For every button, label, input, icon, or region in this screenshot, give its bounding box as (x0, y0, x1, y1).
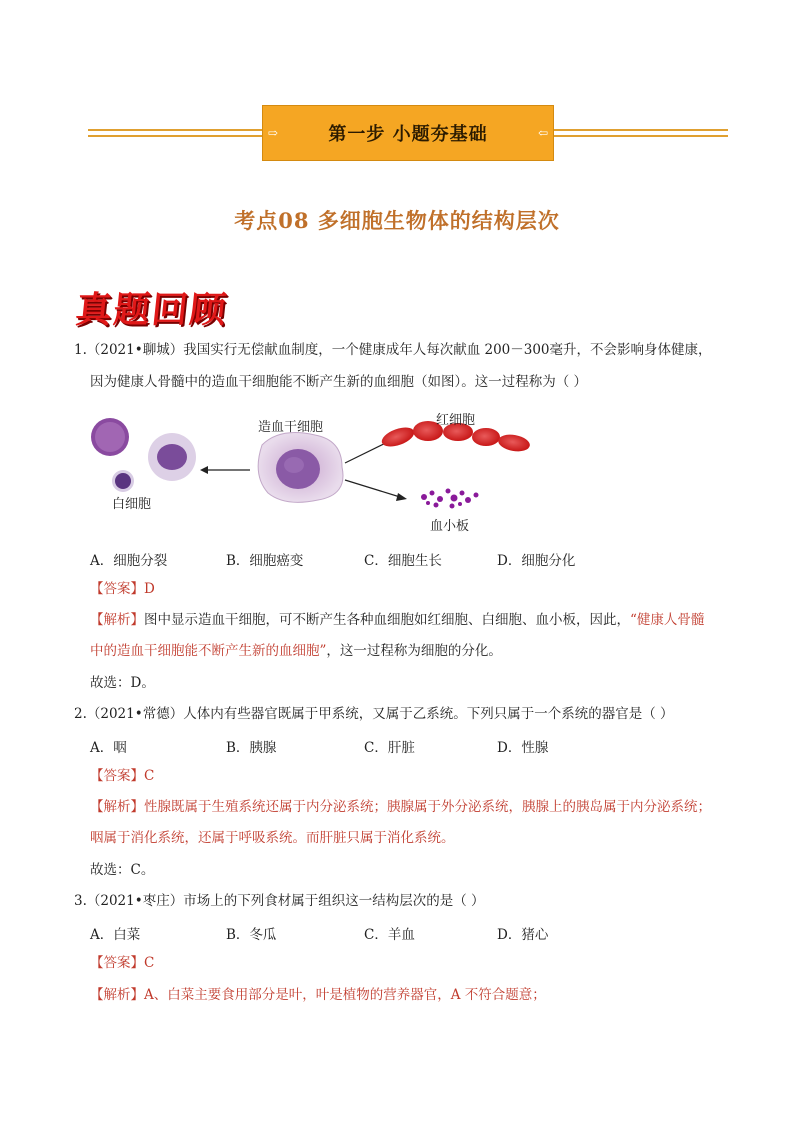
q2-option-c: C．肝脏 (364, 740, 415, 756)
q3-option-d: D．猪心 (497, 927, 549, 943)
right-arrow-icon: ⇨ (268, 126, 279, 140)
q1-answer-tag: 【答案】 (90, 581, 144, 597)
stem-cell (258, 433, 343, 503)
q3-analysis-line1: 【解析】A、白菜主要食用部分是叶，叶是植物的营养器官，A 不符合题意； (90, 987, 546, 1003)
q1-answer (90, 579, 155, 599)
q3-answer-value: C (144, 955, 155, 971)
q2-answer-value: C (144, 768, 155, 784)
q2-analysis-line2: 咽属于消化系统，还属于呼吸系统。而肝脏只属于消化系统。 (90, 830, 455, 846)
q3-option-b: B．冬瓜 (226, 927, 277, 943)
arrow-to-platelet (345, 480, 400, 497)
section-title: 考点08 多细胞生物体的结构层次 (234, 208, 560, 233)
review-heading: 真题回顾 (73, 290, 230, 331)
banner-line-right-bottom (554, 135, 728, 137)
q2-option-a: A．咽 (90, 740, 127, 756)
q1-stem-line2: 因为健康人骨髓中的造血干细胞能不断产生新的血细胞（如图）。这一过程称为（ ） (90, 374, 588, 390)
q3-stem-line1: 3.（2021•枣庄）市场上的下列食材属于组织这一结构层次的是（ ） (74, 893, 485, 909)
banner-title: 第一步 小题夯基础 (328, 124, 488, 145)
q1-option-c: C．细胞生长 (364, 553, 442, 569)
q1-analysis-line2: 中的造血干细胞能不断产生新的血细胞”，这一过程称为细胞的分化。 (90, 643, 502, 659)
q2-answer (90, 766, 154, 786)
label-red-cell: 红细胞 (436, 413, 476, 428)
label-platelet: 血小板 (430, 519, 470, 534)
q2-answer-tag: 【答案】 (90, 768, 144, 784)
q2-conclusion: 故选：C。 (90, 862, 155, 878)
q1-stem-line1: 1.（2021•聊城）我国实行无偿献血制度，一个健康成年人每次献血 200－300毫升，不会影响身体健康， (74, 342, 712, 358)
label-stem-cell: 造血干细胞 (258, 420, 324, 435)
white-blood-cells (91, 418, 196, 492)
banner-line-right-top (554, 129, 728, 131)
banner-line-left-bottom (88, 135, 262, 137)
q2-option-d: D．性腺 (497, 740, 549, 756)
platelets (421, 489, 479, 509)
q1-option-a: A．细胞分裂 (90, 553, 168, 569)
q2-stem-line1: 2.（2021•常德）人体内有些器官既属于甲系统，又属于乙系统。下列只属于一个系统的器官是（ ） (74, 706, 674, 722)
q1-analysis-tag: 【解析】 (90, 612, 144, 628)
step-banner (262, 105, 554, 161)
q3-answer (90, 953, 154, 973)
q3-option-a: A．白菜 (90, 927, 141, 943)
banner-line-left-top (88, 129, 262, 131)
q2-option-b: B．胰腺 (226, 740, 277, 756)
q1-option-b: B．细胞癌变 (226, 553, 304, 569)
left-arrow-icon: ⇦ (537, 126, 548, 140)
label-white-cell: 白细胞 (112, 497, 152, 512)
q3-option-c: C．羊血 (364, 927, 415, 943)
q3-answer-tag: 【答案】 (90, 955, 144, 971)
q2-analysis-line1: 【解析】性腺既属于生殖系统还属于内分泌系统；胰腺属于外分泌系统，胰腺上的胰岛属于内分泌系统； (90, 799, 711, 815)
q2-analysis-tag: 【解析】 (90, 799, 144, 815)
q3-analysis-tag: 【解析】 (90, 987, 144, 1003)
q1-answer-value: D (144, 581, 155, 597)
q1-conclusion: 故选：D。 (90, 675, 155, 691)
q1-analysis-line1: 【解析】图中显示造血干细胞，可不断产生各种血细胞如红细胞、白细胞、血小板，因此，“健康人骨髓 (90, 612, 705, 628)
q1-option-d: D．细胞分化 (497, 553, 576, 569)
